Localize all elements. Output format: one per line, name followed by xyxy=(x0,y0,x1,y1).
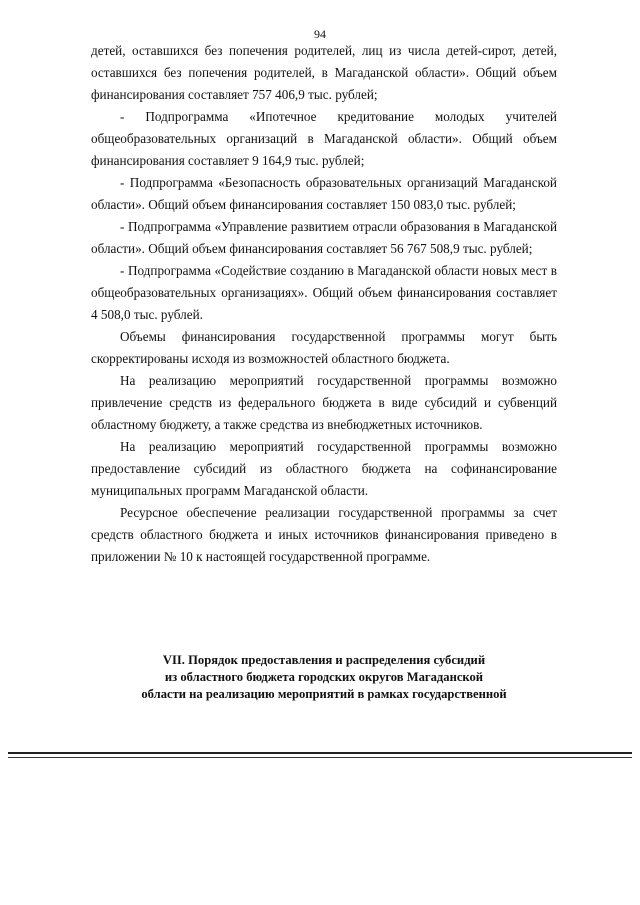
section-heading-line: из областного бюджета городских округов Магаданской xyxy=(164,670,484,684)
page-number: 94 xyxy=(314,27,326,41)
paragraph-resource-provision: Ресурсное обеспечение реализации государственной программы за счет средств областного бюджета и иных источников финансирования приведено в приложении № 10 к настоящей государственной программе. xyxy=(91,505,557,564)
page-bottom-rule-thin xyxy=(8,757,632,758)
paragraph-subprogram-new-places: - Подпрограмма «Содействие созданию в Магаданской области новых мест в общеобразовательных организациях». Общий объем финансирования составляет 4 508,0 тыс. рублей. xyxy=(91,263,557,322)
paragraph-continuation: детей, оставшихся без попечения родителей, лиц из числа детей-сирот, детей, оставшихся без попечения родителей, в Магаданской области». Общий объем финансирования составляет 757 406,9 тыс. рублей; xyxy=(91,43,557,102)
paragraph-municipal-subsidies: На реализацию мероприятий государственной программы возможно предоставление субсидий из областного бюджета на софинансирование муниципальных программ Магаданской области. xyxy=(91,439,557,498)
body-text xyxy=(91,40,557,568)
page-bottom-rule xyxy=(8,752,632,754)
paragraph-subprogram-safety: - Подпрограмма «Безопасность образовательных организаций Магаданской области». Общий объем финансирования составляет 150 083,0 тыс. рублей; xyxy=(91,175,557,212)
paragraph-subprogram-management: - Подпрограмма «Управление развитием отрасли образования в Магаданской области». Общий объем финансирования составляет 56 767 508,9 тыс. рублей; xyxy=(91,219,557,256)
section-heading xyxy=(100,652,548,703)
section-heading-line: области на реализацию мероприятий в рамках государственной xyxy=(141,687,507,701)
paragraph-subprogram-mortgage: - Подпрограмма «Ипотечное кредитование молодых учителей общеобразовательных организаций в Магаданской области». Общий объем финансирования составляет 9 164,9 тыс. рублей; xyxy=(91,109,557,168)
paragraph-federal-funds: На реализацию мероприятий государственной программы возможно привлечение средств из федерального бюджета в виде субсидий и субвенций областному бюджету, а также средства из внебюджетных источников. xyxy=(91,373,557,432)
paragraph-funding-adjustment: Объемы финансирования государственной программы могут быть скорректированы исходя из возможностей областного бюджета. xyxy=(91,329,557,366)
section-heading-line: VII. Порядок предоставления и распределения субсидий xyxy=(162,653,486,667)
